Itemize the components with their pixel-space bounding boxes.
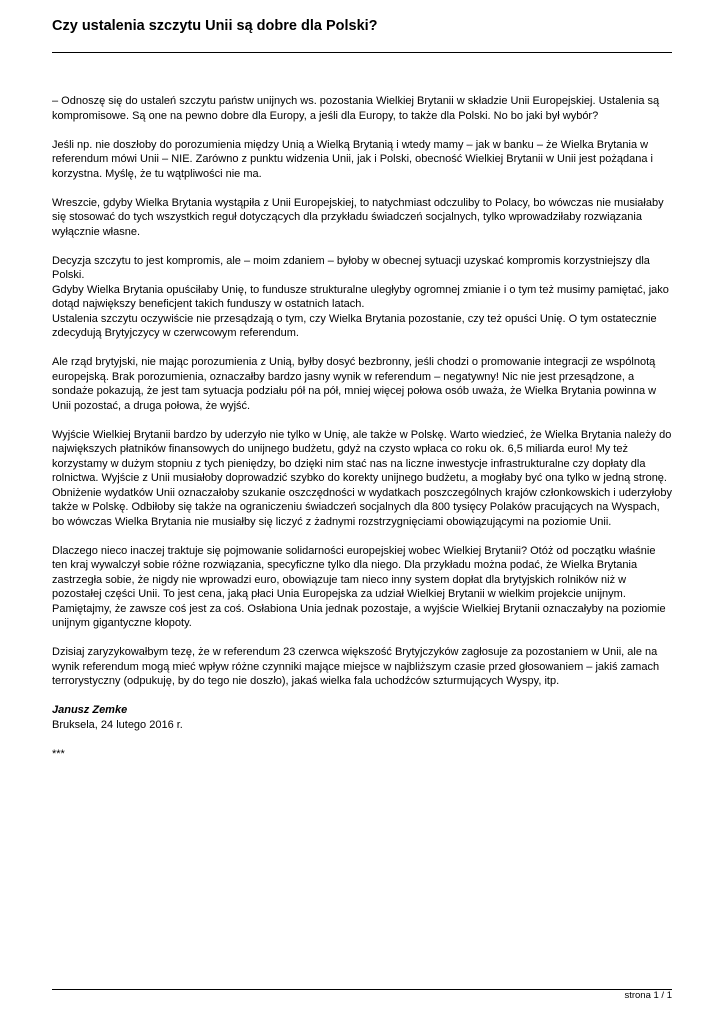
article-line: Wyjście Wielkiej Brytanii bardzo by uderzyło nie tylko w Unię, ale także w Polskę. Warto wiedzieć, że Wielka Brytania należy do największych płatników finansowych do unijnego budżetu, gdyż na czysto wpłaca co roku ok. 6,5 miliarda euro! My też korzystamy w dużym stopniu z tych pieniędzy, bo dzięki nim stać nas na liczne inwestycje infrastrukturalne czy dopłaty dla rolnictwa. Wyjście z Unii musiałoby doprowadzić szybko do korekty unijnego budżetu, a mogłaby być ona tylko w jedną stronę.: [52, 428, 672, 484]
signature-block: [52, 703, 672, 732]
article-paragraph: – Odnoszę się do ustaleń szczytu państw unijnych ws. pozostania Wielkiej Brytanii w składzie Unii Europejskiej. Ustalenia są kompromisowe. Są one na pewno dobre dla Europy, a jeśli dla Europy, to także dla Polski. No bo jaki był wybór?: [52, 95, 660, 122]
page-number: strona 1 / 1: [624, 990, 672, 1001]
article-paragraph: Ale rząd brytyjski, nie mając porozumienia z Unią, byłby dosyć bezbronny, jeśli chodzi o promowanie integracji ze wspólnotą europejską. Brak porozumienia, oznaczałby bardzo jasny wynik w referendum – negatywny! Nic nie jest przesądzone, a sondaże pokazują, że jest tam sytuacja podziału pół na pół, mniej więcej połowa osób uważa, że Wielka Brytania powinna w Unii pozostać, a druga połowa, że wyjść.: [52, 356, 657, 412]
dateline: Bruksela, 24 lutego 2016 r.: [52, 718, 183, 731]
page-title: Czy ustalenia szczytu Unii są dobre dla Polski?: [52, 18, 378, 34]
section-separator: ***: [52, 747, 65, 760]
article-paragraph: [52, 254, 672, 341]
article-line: Decyzja szczytu to jest kompromis, ale – moim zdaniem – byłoby w obecnej sytuacji uzyskać kompromis korzystniejszy dla Polski.: [52, 254, 650, 281]
article-paragraph: Dzisiaj zaryzykowałbym tezę, że w referendum 23 czerwca większość Brytyjczyków zagłosuje za pozostaniem w Unii, ale na wynik referendum mogą mieć wpływ różne czynniki mające miejsce w najbliższym czasie przed głosowaniem – jakiś zamach terrorystyczny (odpukuję, by do tego nie doszło), jakaś wielka fala uchodźców szturmujących Wyspy, itp.: [52, 646, 660, 687]
article-paragraph: [52, 428, 672, 530]
article-paragraph: Dlaczego nieco inaczej traktuje się pojmowanie solidarności europejskiej wobec Wielkiej Brytanii? Otóż od początku właśnie ten kraj wywalczył sobie różne rozwiązania, specyficzne tylko dla niego. Dla przykładu można podać, że Wielka Brytania zastrzegła sobie, że nigdy nie wprowadzi euro, obowiązuje tam nieco inny system dopłat dla brytyjskich rolników niż w pozostałej części Unii. To jest cena, jaką płaci Unia Europejska za udział Wielkiej Brytanii w wielkim projekcie unijnym. Pamiętajmy, że zawsze coś jest za coś. Osłabiona Unia jednak pozostaje, a wyjście Wielkiej Brytanii oznaczałyby na poziomie unijnym gigantyczne kłopoty.: [52, 544, 666, 629]
author-name: Janusz Zemke: [52, 704, 128, 716]
article-body: [52, 94, 672, 776]
article-line: Obniżenie wydatków Unii oznaczałoby szukanie oszczędności w wydatkach poszczególnych krajów członkowskich i uderzyłoby także w Polskę. Odbiłoby się także na ograniczeniu świadczeń socjalnych dla 800 tysięcy Polaków pracujących na Wyspach, bo wówczas Wielka Brytania nie musiałby się liczyć z żadnymi rozstrzygnięciami obowiązującymi na poziomie Unii.: [52, 486, 672, 528]
article-line: Gdyby Wielka Brytania opuściłaby Unię, to fundusze strukturalne uległyby ogromnej zmianie i o tym też musimy pamiętać, jako dotąd największy beneficjent takich funduszy w ostatnich latach.: [52, 283, 669, 310]
article-paragraph: Wreszcie, gdyby Wielka Brytania wystąpiła z Unii Europejskiej, to natychmiast odczuliby to Polacy, bo wówczas nie musiałaby się stosować do tych wszystkich reguł dotyczących dla przykładu świadczeń socjalnych, tylko wprowadziłaby rozwiązania wyłącznie własne.: [52, 196, 664, 238]
article-paragraph: Jeśli np. nie doszłoby do porozumienia między Unią a Wielką Brytanią i wtedy mamy – jak w banku – że Wielka Brytania w referendum mówi Unii – NIE. Zarówno z punktu widzenia Unii, jak i Polski, obecność Wielkiej Brytanii w Unii jest pożądana i korzystna. Myślę, że tu wątpliwości nie ma.: [52, 138, 653, 180]
header-divider: [52, 52, 672, 53]
footer-divider: [52, 989, 672, 990]
article-line: Ustalenia szczytu oczywiście nie przesądzają o tym, czy Wielka Brytania pozostanie, czy też opuści Unię. O tym ostatecznie zdecydują Brytyjczycy w czerwcowym referendum.: [52, 312, 657, 339]
